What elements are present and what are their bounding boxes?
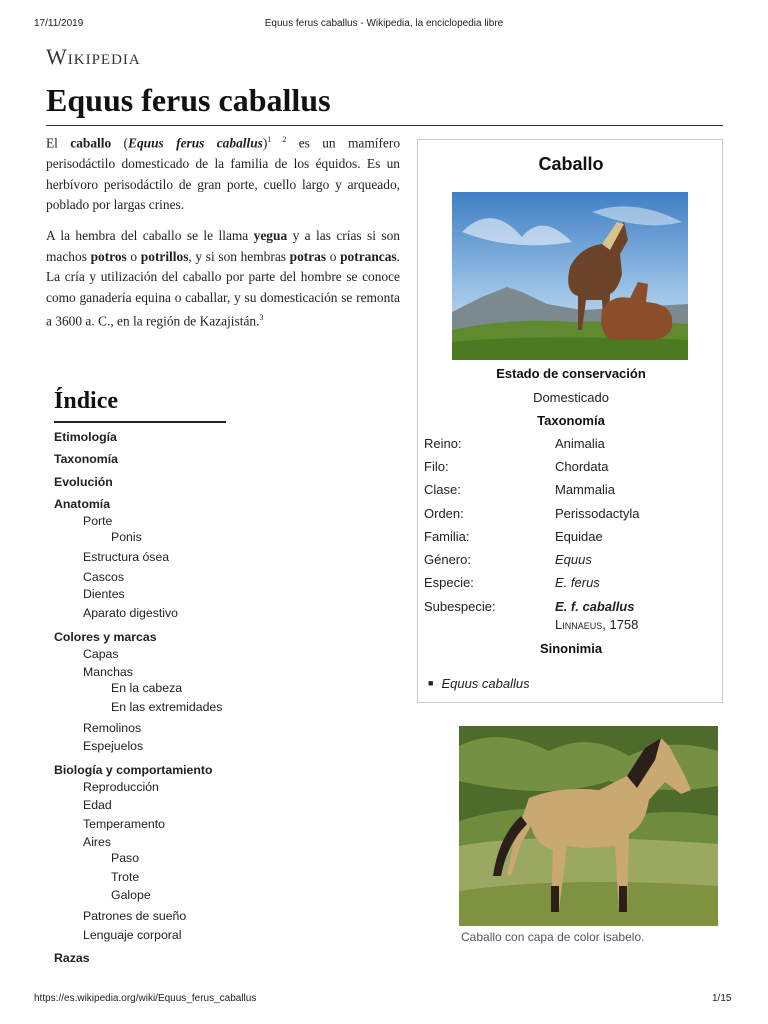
text: ( (111, 135, 129, 151)
bold-term: potras (289, 248, 327, 264)
taxonomy-row-clase (424, 482, 718, 504)
toc-item[interactable]: Capas (83, 647, 119, 661)
taxonomy-value: E. f. caballus (555, 599, 635, 614)
taxonomy-key: Reino: (424, 436, 462, 451)
taxonomy-value[interactable]: Equus (555, 552, 592, 567)
print-url: https://es.wikipedia.org/wiki/Equus_ferus_caballus (34, 993, 257, 1004)
taxonomy-key: Subespecie: (424, 599, 496, 614)
wikipedia-wordmark[interactable]: Wikipedia (46, 44, 141, 69)
toc-item[interactable]: Evolución (54, 475, 113, 489)
taxonomy-row-genero (424, 552, 718, 574)
print-date: 17/11/2019 (34, 18, 84, 29)
toc-item[interactable]: Razas (54, 951, 90, 965)
toc-divider (54, 421, 226, 423)
toc-item[interactable]: Temperamento (83, 817, 166, 831)
print-page-title: Equus ferus caballus - Wikipedia, la enciclopedia libre (264, 18, 504, 29)
conservation-heading: Estado de conservación (496, 366, 646, 381)
bold-term: yegua (253, 228, 288, 243)
taxonomy-value[interactable]: Mammalia (555, 482, 615, 497)
toc-item[interactable]: Biología y comportamiento (54, 763, 213, 777)
authority (555, 617, 638, 632)
taxonomy-key: Especie: (424, 575, 474, 590)
taxonomy-value[interactable]: Chordata (555, 459, 609, 474)
toc-item[interactable]: Remolinos (83, 721, 142, 735)
taxonomy-row-filo (424, 459, 718, 481)
toc-item[interactable]: Edad (83, 798, 112, 812)
figure-caption: Caballo con capa de color isabelo. (461, 930, 645, 944)
text: o (126, 248, 141, 264)
toc-item[interactable]: Galope (111, 888, 151, 902)
toc-item[interactable]: En la cabeza (111, 681, 183, 695)
toc-item[interactable]: Porte (83, 514, 113, 528)
text: y a las crías si son machos (46, 228, 400, 264)
conservation-status[interactable]: Domesticado (533, 390, 609, 405)
toc-item[interactable]: Estructura ósea (83, 550, 170, 564)
text: , y si son hembras (188, 248, 290, 264)
toc-item[interactable]: Aparato digestivo (83, 606, 179, 620)
text: . La cría y utilización del caballo por parte del hombre se conoce como ganadería equina o caballar, y su domesticación se remonta a 3600 a. C., en la región de Kazajistán. (46, 248, 401, 329)
bold-term: potrillos (140, 248, 189, 264)
taxonomy-value[interactable]: Perissodactyla (555, 506, 640, 521)
taxonomy-authority (424, 617, 718, 639)
taxonomy-heading: Taxonomía (537, 413, 605, 428)
toc-item[interactable]: Aires (83, 835, 112, 849)
title-divider (46, 125, 723, 126)
taxonomy-key: Género: (424, 552, 471, 567)
taxobox (417, 139, 723, 703)
taxonomy-value[interactable]: Animalia (555, 436, 605, 451)
text: o (326, 248, 341, 264)
authority-year: , 1758 (602, 617, 639, 632)
toc-item[interactable]: Lenguaje corporal (83, 928, 182, 942)
scientific-name: Equus ferus caballus (128, 135, 263, 151)
bold-term: potros (90, 248, 127, 264)
taxonomy-key: Filo: (424, 459, 449, 474)
toc-item[interactable]: Colores y marcas (54, 630, 157, 644)
synonymy-heading: Sinonimia (539, 641, 603, 656)
taxonomy-key: Clase: (424, 482, 461, 497)
horses-photo[interactable] (452, 192, 688, 360)
authority-name[interactable]: Linnaeus (555, 617, 603, 632)
text: es un mamífero perisodáctilo domesticado de la familia de los équidos. Es un herbívoro perisodáctilo de gran porte, cuello largo y arqueado, poblado por largas crines. (46, 135, 401, 213)
taxonomy-row-orden (424, 506, 718, 528)
synonym-item (428, 676, 530, 691)
taxonomy-row-familia (424, 529, 718, 551)
bullet-icon: ■ (428, 678, 434, 688)
toc-title: Índice (54, 388, 119, 414)
text: ) (262, 135, 268, 151)
toc-item[interactable]: Patrones de sueño (83, 909, 187, 923)
infobox-title: Caballo (538, 154, 604, 174)
taxonomy-value[interactable]: E. ferus (555, 575, 600, 590)
toc-item[interactable]: Manchas (83, 665, 133, 679)
toc-item[interactable]: Ponis (111, 530, 142, 544)
synonym-name: Equus caballus (441, 676, 530, 691)
taxonomy-value[interactable]: Equidae (555, 529, 603, 544)
toc-item[interactable]: Cascos (83, 570, 125, 584)
toc-item[interactable]: Espejuelos (83, 739, 144, 753)
text: A la hembra del caballo se le llama (46, 228, 254, 243)
page-title: Equus ferus caballus (46, 82, 331, 118)
reference-link[interactable]: 1 2 (267, 135, 287, 144)
reference-link[interactable]: 3 (259, 313, 264, 323)
toc-item[interactable]: Taxonomía (54, 452, 119, 466)
taxonomy-row-reino (424, 436, 718, 458)
text: El (46, 135, 71, 151)
bold-term: caballo (70, 135, 112, 151)
toc-item[interactable]: En las extremidades (111, 700, 223, 714)
taxonomy-row-especie (424, 575, 718, 597)
intro-paragraph (46, 130, 400, 216)
toc-item[interactable]: Paso (111, 851, 140, 865)
toc-item[interactable]: Trote (111, 870, 140, 884)
taxonomy-key: Familia: (424, 529, 470, 544)
toc-item[interactable]: Reproducción (83, 780, 159, 794)
second-paragraph (46, 226, 400, 332)
isabelo-horse-photo[interactable] (459, 726, 718, 926)
toc-item[interactable]: Dientes (83, 587, 125, 601)
print-page-number: 1/15 (712, 993, 732, 1004)
taxonomy-key: Orden: (424, 506, 464, 521)
toc-item[interactable]: Etimología (54, 430, 117, 444)
toc-item[interactable]: Anatomía (54, 497, 111, 511)
bold-term: potrancas (340, 248, 397, 264)
